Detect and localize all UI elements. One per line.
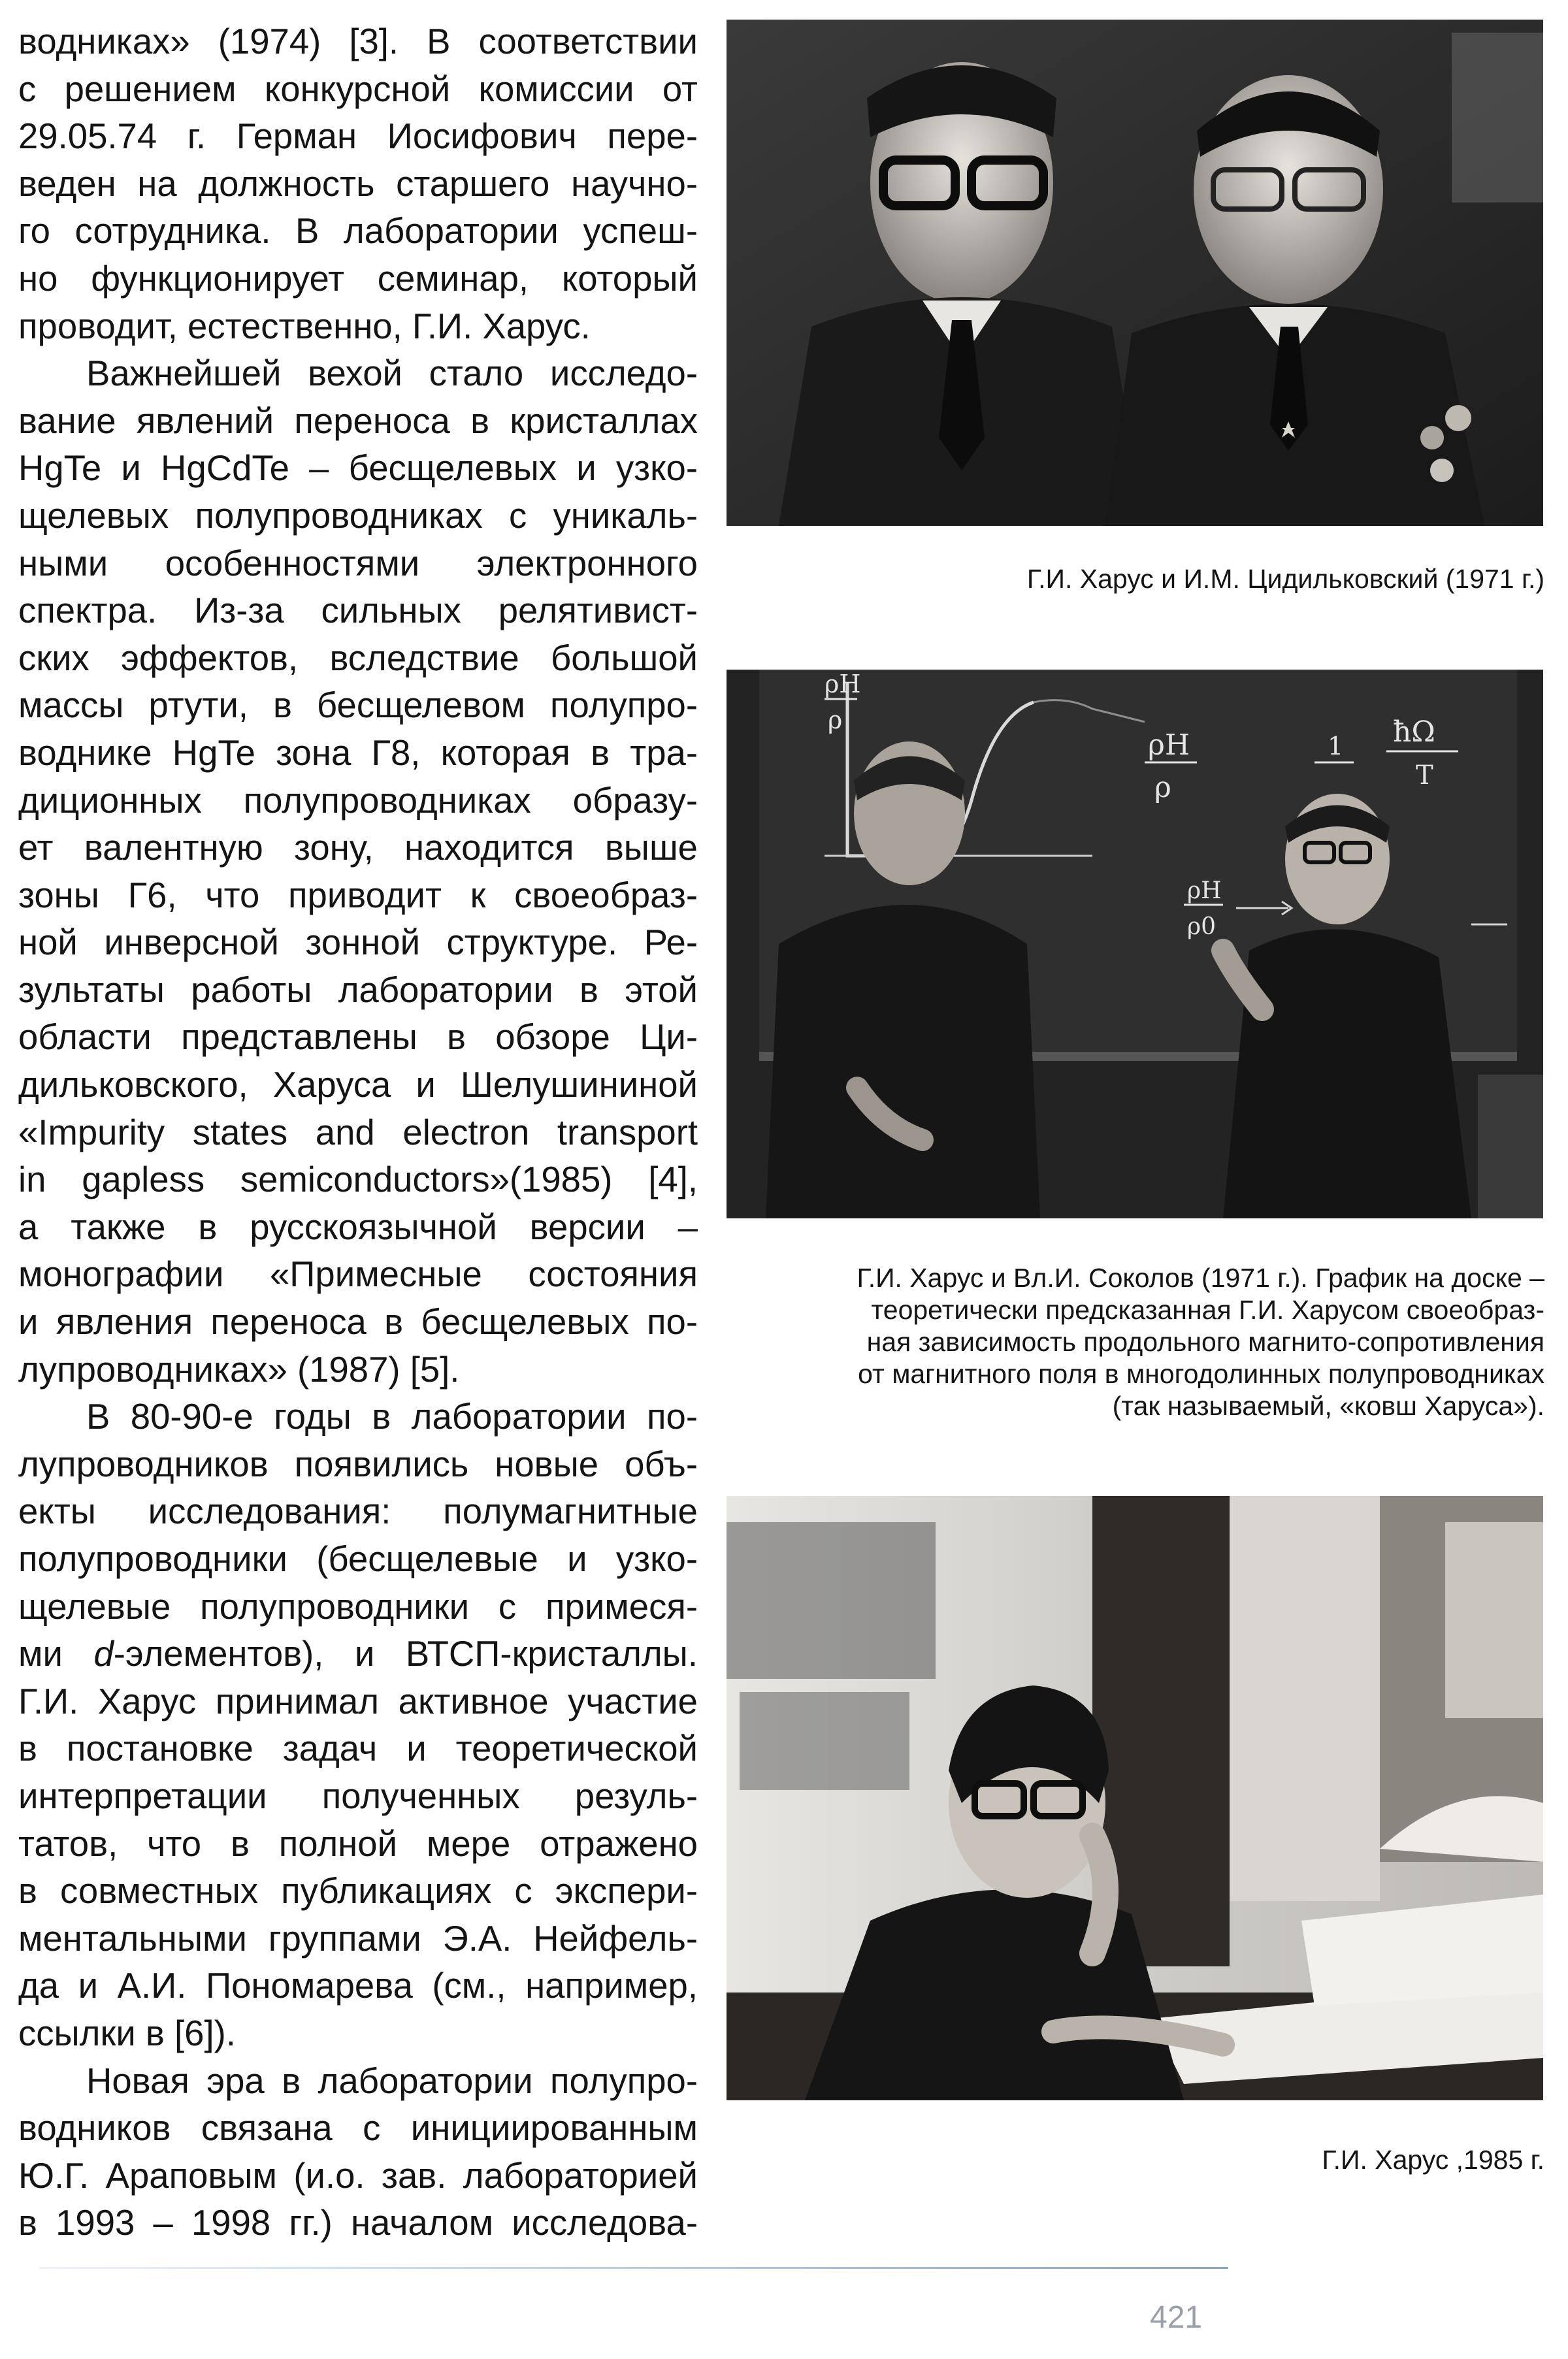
body-text-line: водников связана с инициированным bbox=[18, 2108, 698, 2149]
body-text-line: в совместных публикациях с экспери- bbox=[18, 1871, 698, 1912]
body-text-line: массы ртути, в бесщелевом полупро- bbox=[18, 685, 698, 726]
caption-line: (так называемый, «ковш Харуса»). bbox=[1112, 1391, 1544, 1421]
body-text-line: лупроводников появились новые объ- bbox=[18, 1444, 698, 1484]
page-number: 421 bbox=[1150, 2300, 1203, 2335]
caption-line: Г.И. Харус и И.М. Цидильковский (1971 г.) bbox=[1026, 564, 1544, 594]
body-text-line: лупроводниках» (1987) [5]. bbox=[18, 1349, 460, 1390]
body-text-line: интерпретации полученных резуль- bbox=[18, 1776, 698, 1816]
caption-line: от магнитного поля в многодолинных полупроводниках bbox=[858, 1359, 1544, 1389]
body-text-line: Ю.Г. Араповым (и.о. зав. лабораторией bbox=[18, 2155, 698, 2196]
body-text-line: диционных полупроводниках образу- bbox=[18, 780, 698, 821]
body-text-line: ной инверсной зонной структуре. Ре- bbox=[18, 922, 698, 963]
body-text-line: щелевых полупроводниках с уникаль- bbox=[18, 495, 698, 536]
body-text-line: полупроводники (бесщелевые и узко- bbox=[18, 1539, 698, 1579]
body-text-line: области представлены в обзоре Ци- bbox=[18, 1017, 698, 1058]
caption-line: ная зависимость продольного магнито-сопротивления bbox=[866, 1327, 1544, 1357]
body-text-line: в 1993 – 1998 гг.) началом исследова- bbox=[18, 2203, 698, 2243]
board-hbar-omega: ħΩ bbox=[1393, 715, 1435, 749]
body-text-line: ментальными группами Э.А. Нейфель- bbox=[18, 1918, 698, 1959]
body-text-line: дильковского, Харуса и Шелушининой bbox=[18, 1065, 698, 1105]
body-text-line: монографии «Примесные состояния bbox=[18, 1254, 698, 1295]
caption-photo-3 bbox=[1322, 2144, 1544, 2176]
photo-harus-1985-desk bbox=[727, 1496, 1543, 2100]
body-text-line: да и А.И. Пономарева (см., например, bbox=[18, 1966, 698, 2006]
body-text-line: Важнейшей вехой стало исследо- bbox=[86, 353, 698, 394]
board-frac-num: 1 bbox=[1328, 732, 1344, 760]
board-rho-0-low: ρ0 bbox=[1187, 913, 1217, 940]
body-text-line: и явления переноса в бесщелевых по- bbox=[18, 1302, 698, 1342]
caption-photo-2 bbox=[857, 1262, 1545, 1422]
body-text-line: ет валентную зону, находится выше bbox=[18, 828, 698, 868]
body-text-line: ми d-элементов), и ВТСП-кристаллы. bbox=[18, 1634, 698, 1674]
body-text-line: 29.05.74 г. Герман Иосифович пере- bbox=[18, 116, 698, 157]
board-rho-h-top: ρH bbox=[825, 670, 861, 698]
body-text-line: in gapless semiconductors»(1985) [4], bbox=[18, 1160, 698, 1200]
board-rho-h-mid: ρH bbox=[1148, 728, 1190, 762]
body-text-line: го сотрудника. В лаборатории успеш- bbox=[18, 211, 698, 252]
photo-harus-tsidilkovsky bbox=[727, 20, 1543, 526]
body-text-line: екты исследования: полумагнитные bbox=[18, 1491, 698, 1532]
body-text-line: зоны Г6, что приводит к своеобраз- bbox=[18, 875, 698, 915]
body-text-line: а также в русскоязычной версии – bbox=[18, 1207, 698, 1247]
body-text-line: зультаты работы лаборатории в этой bbox=[18, 969, 698, 1010]
body-text-line: проводит, естественно, Г.И. Харус. bbox=[18, 306, 591, 346]
board-rho-mid: ρ bbox=[1154, 771, 1171, 804]
body-text-line: вание явлений переноса в кристаллах bbox=[18, 400, 698, 441]
body-text-line: в постановке задач и теоретической bbox=[18, 1729, 698, 1769]
caption-line: Г.И. Харус и Вл.И. Соколов (1971 г.). График на доске – bbox=[857, 1263, 1544, 1293]
body-text-column bbox=[18, 18, 698, 2247]
board-rho-h-low: ρH bbox=[1187, 877, 1222, 904]
body-text-line: HgTe и HgCdTe – бесщелевых и узко- bbox=[18, 448, 698, 489]
body-text-line: татов, что в полной мере отражено bbox=[18, 1823, 698, 1864]
body-text-line: «Impurity states and electron transport bbox=[18, 1112, 698, 1152]
caption-line: Г.И. Харус ,1985 г. bbox=[1322, 2145, 1544, 2175]
body-text-line: щелевые полупроводники с примеся- bbox=[18, 1586, 698, 1627]
body-text-line: Г.И. Харус принимал активное участие bbox=[18, 1681, 698, 1721]
footer-rule bbox=[39, 2267, 1228, 2269]
body-text-line: спектра. Из-за сильных релятивист- bbox=[18, 591, 698, 631]
body-text-line: водниках» (1974) [3]. В соответствии bbox=[18, 22, 698, 61]
board-rho-top: ρ bbox=[828, 706, 843, 734]
caption-photo-1 bbox=[1027, 563, 1544, 595]
board-hbar-den: T bbox=[1416, 760, 1433, 790]
body-text-line: Новая эра в лаборатории полупро- bbox=[86, 2060, 698, 2101]
body-text-line: веден на должность старшего научно- bbox=[18, 163, 698, 204]
body-text-line: ными особенностями электронного bbox=[18, 543, 698, 583]
body-text-line: с решением конкурсной комиссии от bbox=[18, 69, 698, 109]
body-text-line: но функционирует семинар, который bbox=[18, 258, 698, 299]
body-text-line: В 80-90-е годы в лаборатории по- bbox=[86, 1397, 698, 1437]
body-text-line: ссылки в [6]). bbox=[18, 2013, 236, 2053]
body-text-line: воднике HgTe зона Г8, которая в тра- bbox=[18, 732, 698, 773]
body-text-line: ских эффектов, вследствие большой bbox=[18, 638, 698, 678]
caption-line: теоретически предсказанная Г.И. Харусом своеобраз- bbox=[871, 1295, 1544, 1325]
photo-harus-sokolov-blackboard bbox=[727, 670, 1543, 1218]
